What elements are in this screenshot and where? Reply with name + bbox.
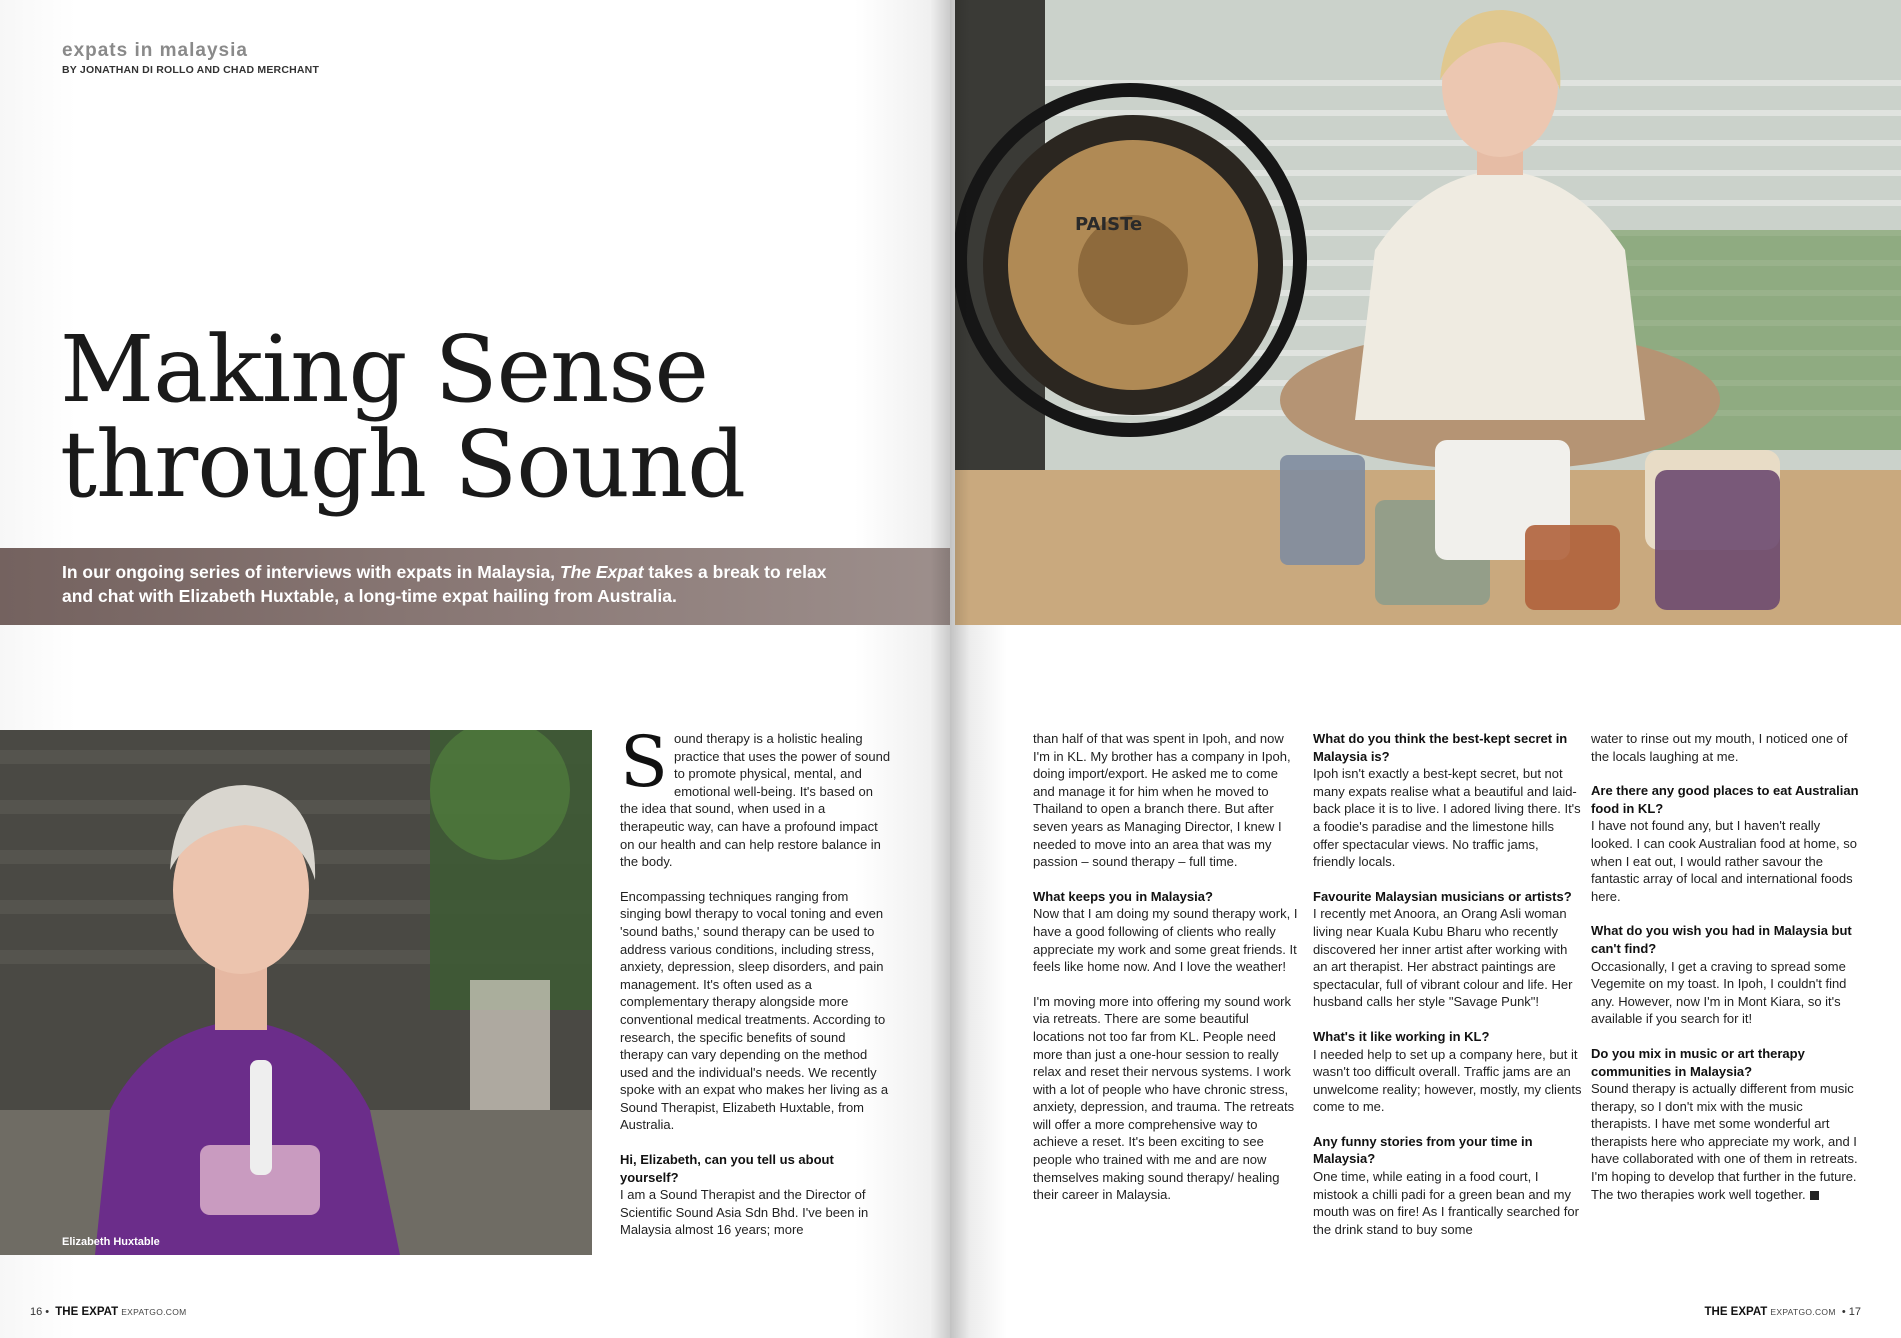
article-column-2: [1033, 730, 1303, 1221]
magazine-brand-left: THE EXPAT: [55, 1306, 119, 1318]
gong-illustration: [955, 0, 1901, 625]
dropcap: S: [620, 721, 668, 803]
magazine-site-left: EXPATGO.COM: [121, 1307, 187, 1317]
gong-brand-text: PAISTe: [1075, 214, 1143, 235]
question-2: What keeps you in Malaysia?: [1033, 888, 1213, 904]
article-column-1: [620, 721, 892, 1239]
folio-left: 16 • THE EXPAT EXPATGO.COM: [30, 1306, 187, 1318]
question-7: Are there any good places to eat Australian food in KL?: [1591, 783, 1859, 816]
question-8: What do you wish you had in Malaysia but can't find?: [1591, 923, 1852, 956]
article-column-3: [1313, 730, 1583, 1255]
qa-block-3: [1313, 730, 1583, 871]
answer-5: I needed help to set up a company here, but it wasn't too difficult overall. Traffic jams are an unwelcome reality; however, mostly, my clients come to me.: [1313, 1046, 1582, 1115]
answer-2b: I'm moving more into offering my sound work via retreats. There are some beautiful locations not too far from KL. People need more than just a one-hour session to really relax and reset their nervous systems. I work with a lot of people who have chronic stress, anxiety, depression, and trauma. The retreats will offer a more comprehensive way to achieve a reset. It's been exciting to see people who trained with me and are now themselves making sound therapy/ healing their career in Malaysia.: [1033, 993, 1295, 1203]
answer-2: Now that I am doing my sound therapy work, I have a good following of clients who really appreciate my work and some great friends. It feels like home now. And I love the weather!: [1033, 906, 1298, 975]
question-6: Any funny stories from your time in Malaysia?: [1313, 1133, 1533, 1167]
page-number-left: 16: [30, 1306, 43, 1318]
answer-7: I have not found any, but I haven't really looked. I can cook Australian food at home, so when I eat out, I would rather savour the fantastic array of local and international foods here.: [1591, 818, 1857, 904]
answer-6b: water to rinse out my mouth, I noticed one of the locals laughing at me.: [1591, 731, 1848, 764]
headline: Making Sense through Sound: [60, 316, 746, 518]
paragraph-1-text: ound therapy is a holistic healing practice that uses the power of sound to promote physical, mental, and emotional well-being. It's based on the idea that sound, when used in a therapeutic way, can have a profound impact on our health and can help restore balance in the body.: [620, 731, 891, 870]
answer-1a: I am a Sound Therapist and the Director of Scientific Sound Asia Sdn Bhd. I've been in Malaysia almost 16 years; more: [620, 1187, 869, 1238]
portrait-illustration: [0, 730, 592, 1255]
page-number-right: 17: [1848, 1306, 1861, 1318]
qa-block-6: [1313, 1133, 1583, 1239]
qa-block-7: [1591, 782, 1863, 905]
question-9: Do you mix in music or art therapy communities in Malaysia?: [1591, 1045, 1805, 1079]
qa-block-8: [1591, 922, 1863, 1028]
article-paragraph-2: Encompassing techniques ranging from singing bowl therapy to vocal toning and even 'sound baths,' sound therapy can be used to address various conditions, including stress, anxiety, depression, sleep disorders, and pain management. It's often used as a complementary therapy alongside more conventional medical treatments. According to research, the specific benefits of sound therapy can vary depending on the method used and the individual's needs. We recently spoke with an expat who makes her living as a Sound Therapist, Elizabeth Huxtable, from Australia.: [620, 888, 889, 1133]
qa-block-2: [1033, 888, 1303, 976]
question-1: Hi, Elizabeth, can you tell us about yourself?: [620, 1152, 834, 1185]
answer-1b: than half of that was spent in Ipoh, and now I'm in KL. My brother has a company in Ipoh, doing import/export. He asked me to come and manage it for him when he moved to Thailand to open a branch there. But after seven years as Managing Director, I knew I needed to move into an area that was my passion – sound therapy – full time.: [1033, 731, 1291, 870]
portrait-caption: Elizabeth Huxtable: [62, 1236, 160, 1248]
answer-6a: One time, while eating in a food court, I mistook a chilli padi for a green bean and my mouth was on fire! As I frantically searched for the drink stand to buy some: [1313, 1169, 1579, 1237]
question-4: Favourite Malaysian musicians or artists?: [1313, 888, 1572, 904]
article-column-4: [1591, 730, 1863, 1220]
question-5: What's it like working in KL?: [1313, 1028, 1490, 1044]
intro-text: [62, 560, 862, 608]
byline: BY JONATHAN DI ROLLO AND CHAD MERCHANT: [62, 64, 320, 76]
end-mark-icon: [1810, 1191, 1819, 1200]
intro-part2: takes a break to relax and chat with Elizabeth Huxtable, a long-time expat hailing from Australia.: [62, 562, 827, 606]
answer-4: I recently met Anoora, an Orang Asli woman living near Kuala Kubu Bharu who recently discovered her inner artist after working with an art therapist. Her abstract paintings are spectacular, full of vibrant colour and life. Her husband calls her style "Savage Punk"!: [1313, 906, 1573, 1010]
portrait-photo: [0, 730, 592, 1255]
magazine-site-right: EXPATGO.COM: [1770, 1307, 1836, 1317]
magazine-brand-right: THE EXPAT: [1704, 1306, 1768, 1318]
qa-block-4: [1313, 888, 1583, 1011]
intro-part1: In our ongoing series of interviews with expats in Malaysia,: [62, 562, 560, 582]
answer-9-wrapper: [1591, 1080, 1863, 1203]
answer-9: Sound therapy is actually different from music therapy, so I don't mix with the music therapists. I have met some wonderful art therapists here who appreciate my work, and I have collaborated with one of them in retreats. I'm hoping to develop that further in the future. The two therapies work well together.: [1591, 1081, 1858, 1202]
left-page: [0, 0, 950, 1338]
intro-publication: The Expat: [559, 562, 644, 582]
question-3: What do you think the best-kept secret in Malaysia is?: [1313, 731, 1568, 764]
section-label: expats in malaysia: [62, 40, 248, 61]
qa-block-9: [1591, 1045, 1863, 1203]
answer-8: Occasionally, I get a craving to spread some Vegemite on my toast. In Ipoh, I couldn't find any. However, now I'm in Mont Kiara, so it's available if you search for it!: [1591, 958, 1847, 1027]
answer-3: Ipoh isn't exactly a best-kept secret, but not many expats realise what a beautiful and laid-back place it is to live. I adored living there. It's a foodie's paradise and the limestone hills offer spectacular views. No traffic jams, friendly locals.: [1313, 766, 1581, 870]
article-paragraph: [620, 721, 892, 871]
folio-right: THE EXPAT EXPATGO.COM • 17: [1704, 1306, 1861, 1318]
qa-block-5: [1313, 1028, 1583, 1116]
qa-block-1: [620, 1151, 892, 1239]
gong-photo: [955, 0, 1901, 625]
